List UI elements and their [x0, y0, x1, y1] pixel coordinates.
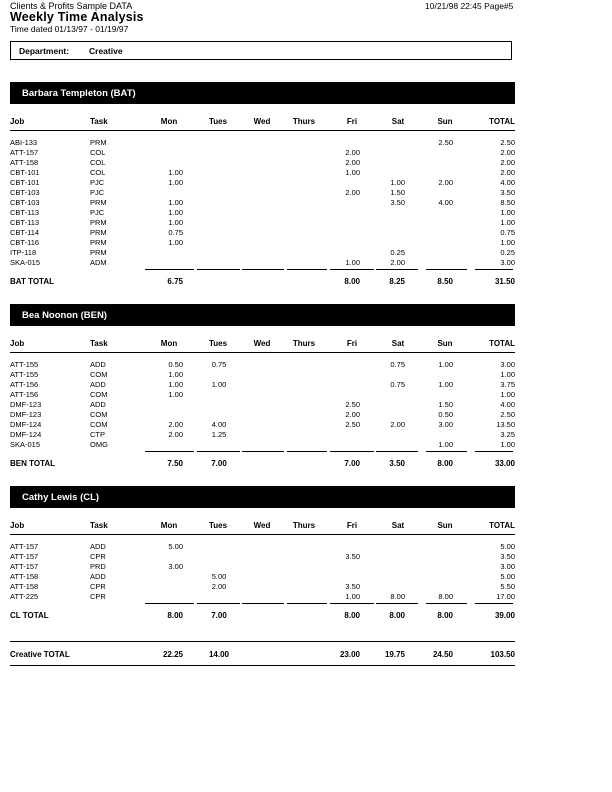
cell-job: Creative TOTAL [10, 650, 70, 659]
cell-task: ADD [90, 400, 106, 409]
cell-sat: 0.25 [390, 248, 405, 257]
subtotal-underline [242, 603, 284, 604]
cell-task: PRM [90, 138, 107, 147]
subtotal-underline [426, 451, 467, 452]
cell-fri: 23.00 [339, 650, 360, 659]
cell-fri: Fri [346, 339, 358, 348]
subtotal-underline [287, 451, 327, 452]
cell-task: PRM [90, 218, 107, 227]
cell-task: ADD [90, 360, 106, 369]
subtotal-underline [426, 603, 467, 604]
header-rule [10, 534, 515, 535]
cell-fri: 8.00 [344, 611, 360, 620]
subtotal-underline [376, 603, 418, 604]
table-row [0, 562, 612, 572]
cell-mon: 1.00 [168, 198, 183, 207]
cell-sat: 3.50 [389, 459, 405, 468]
table-row [0, 390, 612, 400]
table-row [0, 198, 612, 208]
header-rule [10, 352, 515, 353]
cell-wed: Wed [253, 521, 271, 530]
cell-sun: 1.00 [438, 360, 453, 369]
cell-task: CPR [90, 582, 106, 591]
cell-job: ATT-157 [10, 552, 39, 561]
cell-total: 3.75 [500, 380, 515, 389]
cell-tues: 1.00 [211, 380, 227, 389]
cell-task: PJC [90, 178, 105, 187]
employee-banner [10, 304, 515, 326]
cell-total: 3.00 [500, 258, 515, 267]
subtotal-underline [242, 269, 284, 270]
cell-total: 2.00 [500, 168, 515, 177]
cell-fri: 3.50 [345, 582, 360, 591]
header-rule [10, 130, 515, 131]
cell-tues: Tues [208, 521, 228, 530]
subtotal-underline [475, 451, 513, 452]
cell-total: 5.00 [500, 542, 515, 551]
cell-total: TOTAL [489, 117, 515, 126]
employee-total-row [0, 277, 612, 287]
cell-mon: Mon [160, 339, 178, 348]
subtotal-underline [426, 269, 467, 270]
employee-name: Barbara Templeton (BAT) [22, 88, 136, 99]
cell-mon: 6.75 [167, 277, 183, 286]
employee-name: Bea Noonon (BEN) [22, 310, 107, 321]
cell-job: DMF-124 [10, 430, 42, 439]
cell-total: 39.00 [494, 611, 515, 620]
cell-sat: 8.00 [390, 592, 405, 601]
column-header-row [0, 339, 612, 349]
cell-mon: 1.00 [168, 208, 183, 217]
table-row [0, 248, 612, 258]
cell-total: 31.50 [494, 277, 515, 286]
cell-mon: 1.00 [168, 238, 183, 247]
cell-wed: Wed [253, 117, 271, 126]
cell-tues: Tues [208, 117, 228, 126]
cell-fri: 2.00 [345, 148, 360, 157]
table-row [0, 542, 612, 552]
cell-sat: Sat [391, 117, 405, 126]
cell-sat: 2.00 [390, 420, 405, 429]
cell-total: 103.50 [490, 650, 515, 659]
cell-total: 1.00 [500, 440, 515, 449]
cell-total: 3.25 [500, 430, 515, 439]
cell-job: DMF-124 [10, 420, 42, 429]
cell-task: PRD [90, 562, 106, 571]
table-row [0, 158, 612, 168]
table-row [0, 360, 612, 370]
subtotal-underline [197, 269, 240, 270]
cell-total: 8.50 [500, 198, 515, 207]
cell-mon: 1.00 [168, 178, 183, 187]
cell-mon: 3.00 [168, 562, 183, 571]
cell-tues: Tues [208, 339, 228, 348]
cell-job: DMF-123 [10, 410, 42, 419]
cell-task: COM [90, 370, 108, 379]
table-row [0, 238, 612, 248]
cell-mon: Mon [160, 117, 178, 126]
report-title: Weekly Time Analysis [10, 10, 144, 24]
cell-total: 1.00 [500, 370, 515, 379]
employee-total-row [0, 459, 612, 469]
cell-mon: Mon [160, 521, 178, 530]
cell-fri: 2.00 [345, 410, 360, 419]
cell-job: ITP-118 [10, 248, 37, 257]
subtotal-underline [376, 451, 418, 452]
cell-fri: 1.00 [345, 258, 360, 267]
cell-job: ATT-158 [10, 572, 39, 581]
subtotal-underline [330, 451, 374, 452]
cell-task: COL [90, 158, 106, 167]
cell-task: Task [90, 117, 108, 126]
subtotal-underline [145, 451, 194, 452]
cell-task: PRM [90, 238, 107, 247]
table-row [0, 228, 612, 238]
subtotal-underline [287, 269, 327, 270]
table-row [0, 218, 612, 228]
cell-task: CPR [90, 592, 106, 601]
cell-sat: 3.50 [390, 198, 405, 207]
table-row [0, 410, 612, 420]
cell-tues: 0.75 [211, 360, 227, 369]
cell-sun: Sun [437, 117, 453, 126]
table-row [0, 380, 612, 390]
subtotal-underline [376, 269, 418, 270]
cell-total: 1.00 [500, 208, 515, 217]
column-header-row [0, 117, 612, 127]
cell-sat: Sat [391, 521, 405, 530]
subtotal-underline [197, 603, 240, 604]
cell-total: 2.50 [500, 138, 515, 147]
cell-mon: 1.00 [168, 390, 183, 399]
table-row [0, 440, 612, 450]
table-row [0, 370, 612, 380]
cell-job: ATT-155 [10, 370, 39, 379]
cell-tues: 7.00 [211, 459, 227, 468]
cell-sun: 8.00 [437, 611, 453, 620]
employee-banner [10, 82, 515, 104]
cell-sat: 0.75 [390, 360, 405, 369]
grand-total-rule-top [10, 641, 515, 642]
table-row [0, 148, 612, 158]
cell-sun: 24.50 [432, 650, 453, 659]
cell-total: 4.00 [500, 400, 515, 409]
cell-job: ATT-158 [10, 582, 39, 591]
subtotal-underline [287, 603, 327, 604]
cell-fri: 8.00 [344, 277, 360, 286]
cell-job: SKA-015 [10, 258, 41, 267]
cell-tues: 14.00 [208, 650, 230, 659]
cell-job: CBT-101 [10, 178, 40, 187]
table-row [0, 582, 612, 592]
column-header-row [0, 521, 612, 531]
cell-task: ADD [90, 542, 106, 551]
cell-task: Task [90, 339, 108, 348]
cell-sat: 19.75 [384, 650, 405, 659]
cell-total: 4.00 [500, 178, 515, 187]
cell-sun: 8.00 [437, 459, 453, 468]
cell-total: 5.50 [500, 582, 515, 591]
cell-total: 2.50 [500, 410, 515, 419]
cell-task: PRM [90, 248, 107, 257]
cell-job: BEN TOTAL [10, 459, 56, 468]
cell-mon: 1.00 [168, 370, 183, 379]
cell-fri: 2.50 [345, 420, 360, 429]
cell-fri: 1.00 [345, 168, 360, 177]
table-row [0, 138, 612, 148]
cell-mon: 1.00 [168, 218, 183, 227]
cell-fri: 2.00 [345, 158, 360, 167]
employee-name: Cathy Lewis (CL) [22, 492, 100, 503]
cell-job: Job [10, 521, 25, 530]
cell-job: CBT-114 [10, 228, 40, 237]
cell-sat: Sat [391, 339, 405, 348]
cell-sun: Sun [437, 521, 453, 530]
table-row [0, 178, 612, 188]
department-total-row [0, 650, 612, 660]
cell-total: 1.00 [500, 218, 515, 227]
cell-task: PRM [90, 198, 107, 207]
cell-mon: 7.50 [167, 459, 183, 468]
cell-task: COL [90, 148, 106, 157]
table-row [0, 188, 612, 198]
subtotal-underline [145, 603, 194, 604]
cell-job: Job [10, 339, 25, 348]
cell-mon: 2.00 [168, 430, 183, 439]
cell-task: ADD [90, 380, 106, 389]
table-row [0, 258, 612, 268]
cell-sun: 4.00 [438, 198, 453, 207]
cell-job: ATT-155 [10, 360, 39, 369]
grand-total-rule-bottom [10, 665, 515, 666]
cell-sun: 8.50 [437, 277, 453, 286]
cell-total: 3.50 [500, 552, 515, 561]
department-box [10, 41, 512, 60]
cell-fri: Fri [346, 117, 358, 126]
date-range: Time dated 01/13/97 - 01/19/97 [10, 24, 129, 34]
table-row [0, 552, 612, 562]
print-timestamp: 10/21/98 22:45 Page#5 [425, 1, 514, 11]
cell-task: COM [90, 420, 108, 429]
cell-job: ATT-225 [10, 592, 39, 601]
department-value: Creative [89, 46, 123, 56]
subtotal-underline [330, 269, 374, 270]
cell-task: PJC [90, 188, 105, 197]
subtotal-underline [145, 269, 194, 270]
cell-total: 2.00 [500, 158, 515, 167]
subtotal-underline [475, 603, 513, 604]
cell-sun: 1.50 [438, 400, 453, 409]
cell-thurs: Thurs [292, 521, 316, 530]
cell-total: 3.50 [500, 188, 515, 197]
cell-sun: Sun [437, 339, 453, 348]
table-row [0, 400, 612, 410]
cell-total: 1.00 [500, 390, 515, 399]
cell-task: COL [90, 168, 106, 177]
cell-job: ABI-133 [10, 138, 38, 147]
cell-task: COM [90, 410, 108, 419]
table-row [0, 168, 612, 178]
cell-total: 2.00 [500, 148, 515, 157]
cell-task: CPR [90, 552, 106, 561]
cell-fri: 7.00 [344, 459, 360, 468]
cell-task: COM [90, 390, 108, 399]
cell-job: CBT-101 [10, 168, 40, 177]
cell-job: CBT-103 [10, 188, 40, 197]
subtotal-underline [197, 451, 240, 452]
cell-job: BAT TOTAL [10, 277, 54, 286]
cell-sun: 2.50 [438, 138, 453, 147]
cell-task: CTP [90, 430, 105, 439]
cell-task: ADM [90, 258, 107, 267]
cell-fri: 3.50 [345, 552, 360, 561]
cell-job: CBT-113 [10, 208, 40, 217]
employee-total-row [0, 611, 612, 621]
cell-total: 3.00 [500, 360, 515, 369]
cell-tues: 5.00 [211, 572, 227, 581]
cell-sun: 1.00 [438, 380, 453, 389]
cell-total: 33.00 [494, 459, 515, 468]
cell-task: OMG [90, 440, 108, 449]
cell-sun: 8.00 [438, 592, 453, 601]
cell-sat: 1.50 [390, 188, 405, 197]
cell-job: DMF-123 [10, 400, 42, 409]
cell-task: PJC [90, 208, 105, 217]
cell-mon: 0.50 [168, 360, 183, 369]
cell-sat: 0.75 [390, 380, 405, 389]
cell-tues: 7.00 [211, 611, 227, 620]
cell-fri: 2.50 [345, 400, 360, 409]
cell-job: ATT-157 [10, 542, 39, 551]
table-row [0, 208, 612, 218]
cell-sat: 2.00 [390, 258, 405, 267]
cell-total: 17.00 [496, 592, 515, 601]
cell-job: ATT-158 [10, 158, 39, 167]
cell-job: ATT-157 [10, 148, 39, 157]
table-row [0, 592, 612, 602]
cell-thurs: Thurs [292, 339, 316, 348]
cell-fri: 1.00 [345, 592, 360, 601]
table-row [0, 572, 612, 582]
cell-job: ATT-156 [10, 390, 39, 399]
cell-job: CBT-116 [10, 238, 40, 247]
cell-tues: 2.00 [211, 582, 227, 591]
cell-job: ATT-156 [10, 380, 39, 389]
cell-task: ADD [90, 572, 106, 581]
cell-sat: 8.25 [389, 277, 405, 286]
subtotal-underline [475, 269, 513, 270]
cell-mon: 1.00 [168, 380, 183, 389]
cell-tues: 1.25 [211, 430, 227, 439]
cell-fri: 2.00 [345, 188, 360, 197]
cell-sat: 8.00 [389, 611, 405, 620]
subtotal-underline [242, 451, 284, 452]
cell-total: TOTAL [489, 521, 515, 530]
subtotal-underline [330, 603, 374, 604]
cell-job: CL TOTAL [10, 611, 49, 620]
cell-job: SKA-015 [10, 440, 41, 449]
cell-task: Task [90, 521, 108, 530]
cell-job: ATT-157 [10, 562, 39, 571]
cell-sun: 2.00 [438, 178, 453, 187]
cell-wed: Wed [253, 339, 271, 348]
cell-task: PRM [90, 228, 107, 237]
cell-total: 5.00 [500, 572, 515, 581]
cell-sun: 3.00 [438, 420, 453, 429]
cell-sat: 1.00 [390, 178, 405, 187]
table-row [0, 430, 612, 440]
cell-job: CBT-103 [10, 198, 40, 207]
table-row [0, 420, 612, 430]
cell-total: 0.75 [500, 228, 515, 237]
cell-total: 3.00 [500, 562, 515, 571]
cell-job: Job [10, 117, 25, 126]
cell-mon: 5.00 [168, 542, 183, 551]
cell-total: 1.00 [500, 238, 515, 247]
department-label: Department: [19, 46, 70, 56]
cell-sun: 0.50 [438, 410, 453, 419]
cell-fri: Fri [346, 521, 358, 530]
cell-mon: 2.00 [168, 420, 183, 429]
cell-thurs: Thurs [292, 117, 316, 126]
company-name: Clients & Profits Sample DATA [10, 1, 133, 11]
cell-total: TOTAL [489, 339, 515, 348]
cell-total: 0.25 [500, 248, 515, 257]
employee-banner [10, 486, 515, 508]
cell-mon: 8.00 [167, 611, 183, 620]
cell-mon: 22.25 [162, 650, 183, 659]
cell-job: CBT-113 [10, 218, 40, 227]
cell-tues: 4.00 [211, 420, 227, 429]
cell-mon: 0.75 [168, 228, 183, 237]
cell-sun: 1.00 [438, 440, 453, 449]
cell-total: 13.50 [496, 420, 515, 429]
cell-mon: 1.00 [168, 168, 183, 177]
